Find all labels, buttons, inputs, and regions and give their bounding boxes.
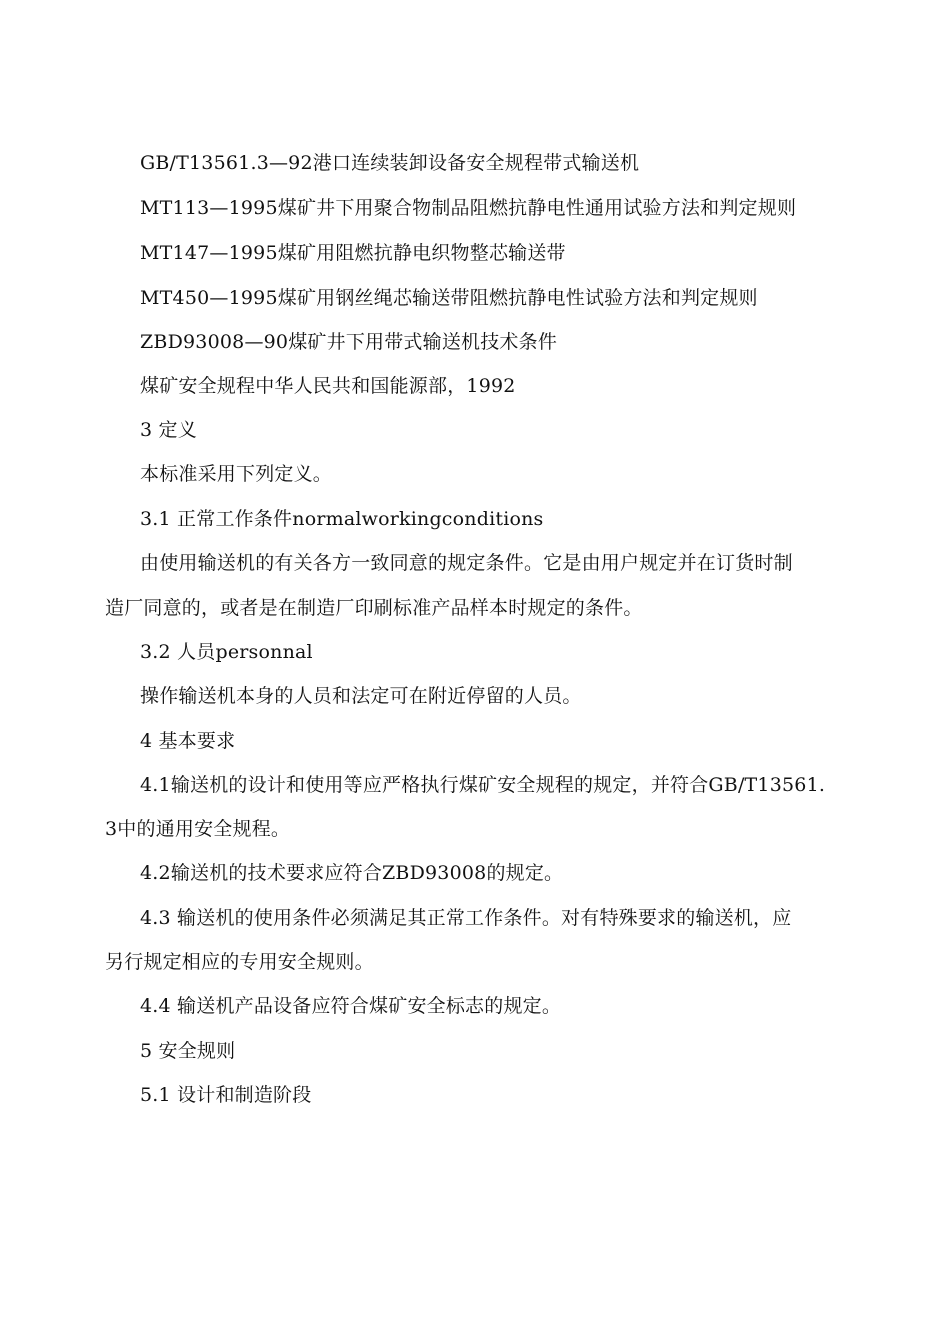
paragraph-3-2: 操作输送机本身的人员和法定可在附近停留的人员。 (140, 685, 582, 707)
subsection-heading-3-2: 3.2 人员personnal (140, 641, 313, 663)
reference-mt147: MT147—1995煤矿用阻燃抗静电织物整芯输送带 (140, 242, 566, 264)
paragraph-definitions-intro: 本标准采用下列定义。 (140, 463, 333, 485)
reference-mt450: MT450—1995煤矿用钢丝绳芯输送带阻燃抗静电性试验方法和判定规则 (140, 287, 758, 309)
section-heading-3: 3 定义 (140, 419, 197, 441)
paragraph-4-1-line-2: 3中的通用安全规程。 (105, 818, 291, 840)
reference-coal-mine-safety: 煤矿安全规程中华人民共和国能源部，1992 (140, 375, 516, 397)
paragraph-4-2: 4.2输送机的技术要求应符合ZBD93008的规定。 (140, 862, 564, 884)
subsection-heading-5-1: 5.1 设计和制造阶段 (140, 1084, 312, 1106)
paragraph-4-1-line-1: 4.1输送机的设计和使用等应严格执行煤矿安全规程的规定，并符合GB/T13561. (140, 774, 826, 796)
reference-gb-t13561: GB/T13561.3—92港口连续装卸设备安全规程带式输送机 (140, 152, 640, 174)
reference-zbd93008: ZBD93008—90煤矿井下用带式输送机技术条件 (140, 331, 558, 353)
paragraph-3-1-line-1: 由使用输送机的有关各方一致同意的规定条件。它是由用户规定并在订货时制 (140, 552, 793, 574)
reference-mt113: MT113—1995煤矿井下用聚合物制品阻燃抗静电性通用试验方法和判定规则 (140, 197, 797, 219)
paragraph-3-1-line-2: 造厂同意的，或者是在制造厂印刷标准产品样本时规定的条件。 (105, 597, 643, 619)
paragraph-4-4: 4.4 输送机产品设备应符合煤矿安全标志的规定。 (140, 995, 562, 1017)
section-heading-4: 4 基本要求 (140, 730, 236, 752)
paragraph-4-3-line-1: 4.3 输送机的使用条件必须满足其正常工作条件。对有特殊要求的输送机，应 (140, 907, 792, 929)
paragraph-4-3-line-2: 另行规定相应的专用安全规则。 (105, 951, 374, 973)
section-heading-5: 5 安全规则 (140, 1040, 236, 1062)
subsection-heading-3-1: 3.1 正常工作条件normalworkingconditions (140, 508, 544, 530)
